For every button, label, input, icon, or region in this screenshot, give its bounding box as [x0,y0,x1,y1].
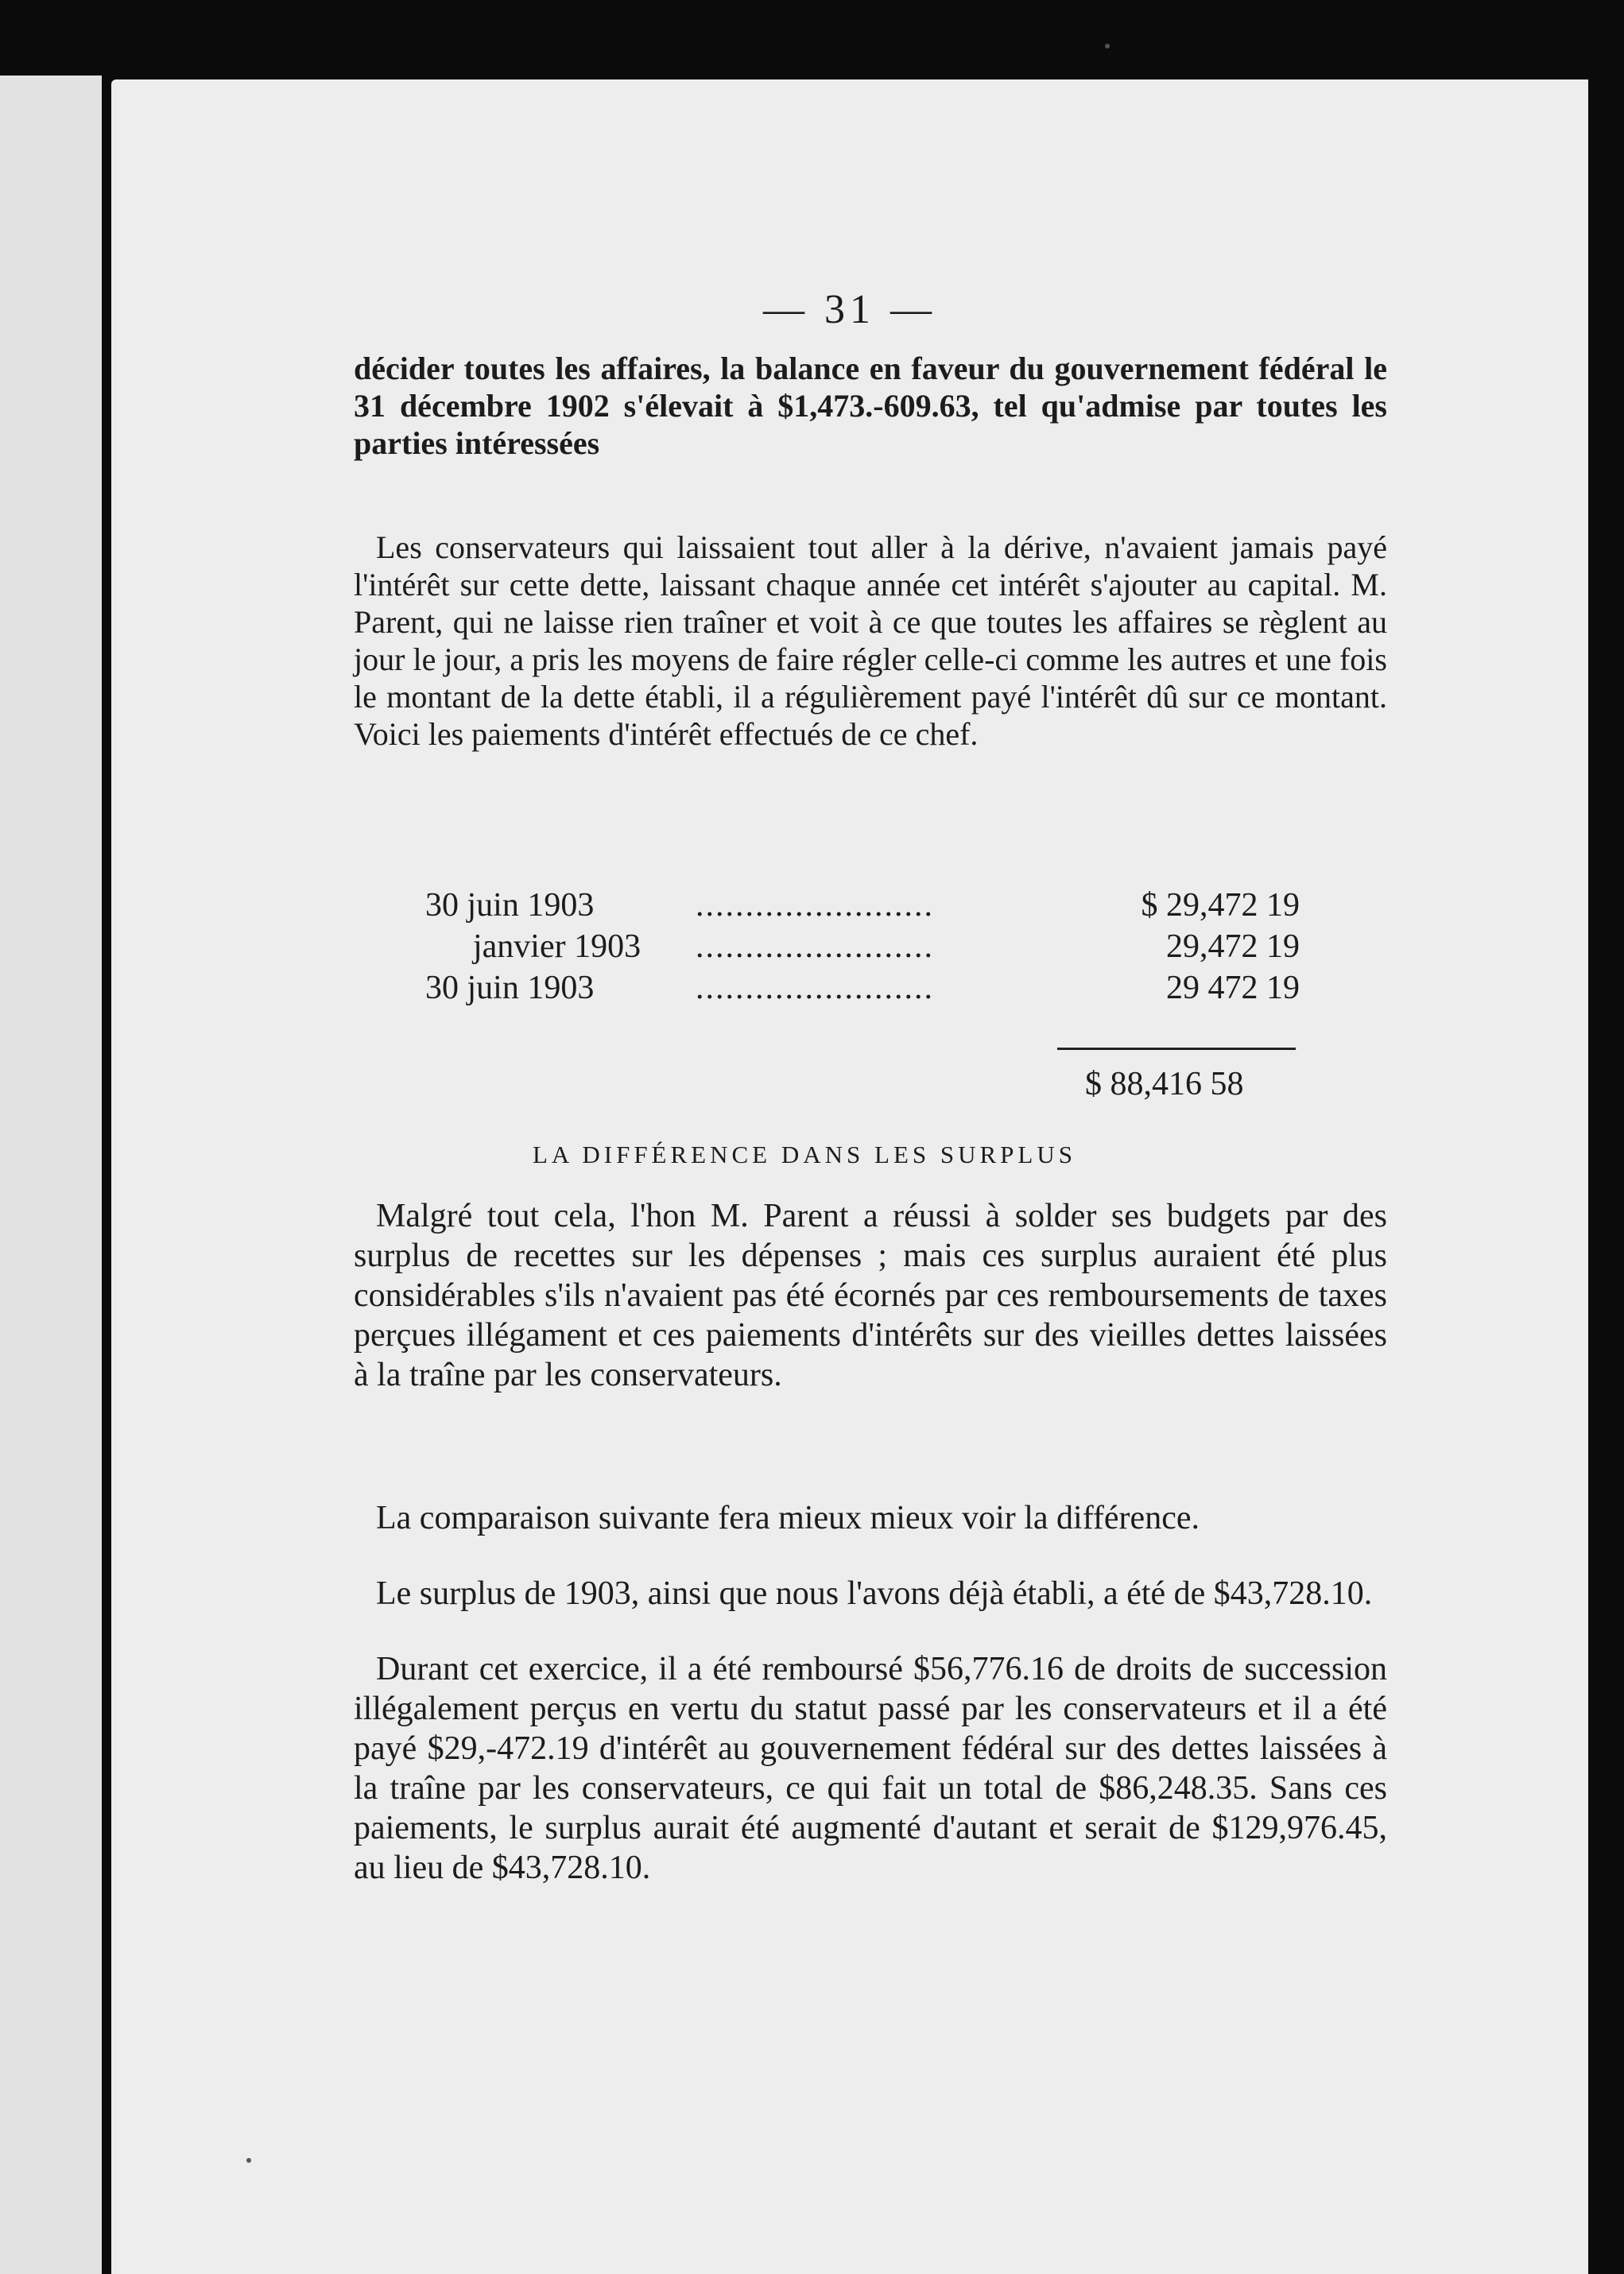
total-rule [1057,1048,1296,1050]
payment-row-2 [425,928,1300,969]
interest-payments-table [425,886,1300,1010]
payment-date: janvier 1903 [473,928,641,965]
paragraph-surplus-1903: Le surplus de 1903, ainsi que nous l'avons déjà établi, a été de $43,728.10. [376,1575,1373,1612]
paragraph-debt-balance: décider toutes les affaires, la balance en faveur du gouvernement fédéral le 31 décembre 1902 s'élevait à $1,473.-609.63, tel qu'admise par toutes les parties intéressées [354,351,1387,461]
payments-total: $ 88,416 58 [1085,1066,1244,1102]
payment-amount: 29,472 19 [1166,928,1300,965]
leader-dots: ........................ [696,887,934,924]
scan-speck [1105,44,1110,48]
scan-speck [246,2158,251,2163]
payment-amount: 29 472 19 [1166,970,1300,1006]
payment-row-3 [425,969,1300,1010]
payment-date: 30 juin 1903 [425,970,595,1006]
paragraph-surplus-budgets: Malgré tout cela, l'hon M. Parent a réussi à solder ses budgets par des surplus de recettes sur les dépenses ; mais ces surplus auraient été plus considérables s'ils n'avaient pas été écornés par ces remboursements de taxes perçues illégament et ces paiements d'intérêts sur des vieilles dettes laissées à la traîne par les conservateurs. [354,1198,1387,1393]
paragraph-comparison: La comparaison suivante fera mieux mieux voir la différence. [376,1500,1200,1536]
payment-date: 30 juin 1903 [425,887,595,924]
adjacent-page-edge [0,76,102,2274]
paragraph-interest-payments: Les conservateurs qui laissaient tout aller à la dérive, n'avaient jamais payé l'intérêt sur cette dette, laissant chaque année cet intérêt s'ajouter au capital. M. Parent, qui ne laisse rien traîner et voit à ce que toutes les affaires se règlent au jour le jour, a pris les moyens de faire régler celle-ci comme les autres et une fois le montant de la dette établi, il a régulièrement payé l'intérêt dû sur ce montant. Voici les paiements d'intérêt effectués de ce chef. [354,529,1387,752]
section-heading: LA DIFFÉRENCE DANS LES SURPLUS [533,1141,1076,1168]
leader-dots: ........................ [696,928,934,965]
payment-amount: $ 29,472 19 [1141,887,1300,924]
leader-dots: ........................ [696,970,934,1006]
payment-row-1 [425,886,1300,928]
paragraph-reimbursements: Durant cet exercice, il a été remboursé $56,776.16 de droits de succession illégalement perçus en vertu du statut passé par les conservateurs et il a été payé $29,-472.19 d'intérêt au gouvernement fédéral sur des dettes laissées à la traîne par les conservateurs, ce qui fait un total de $86,248.35. Sans ces paiements, le surplus aurait été augmenté d'autant et serait de $129,976.45, au lieu de $43,728.10. [354,1651,1387,1886]
page-number: — 31 — [763,287,936,332]
